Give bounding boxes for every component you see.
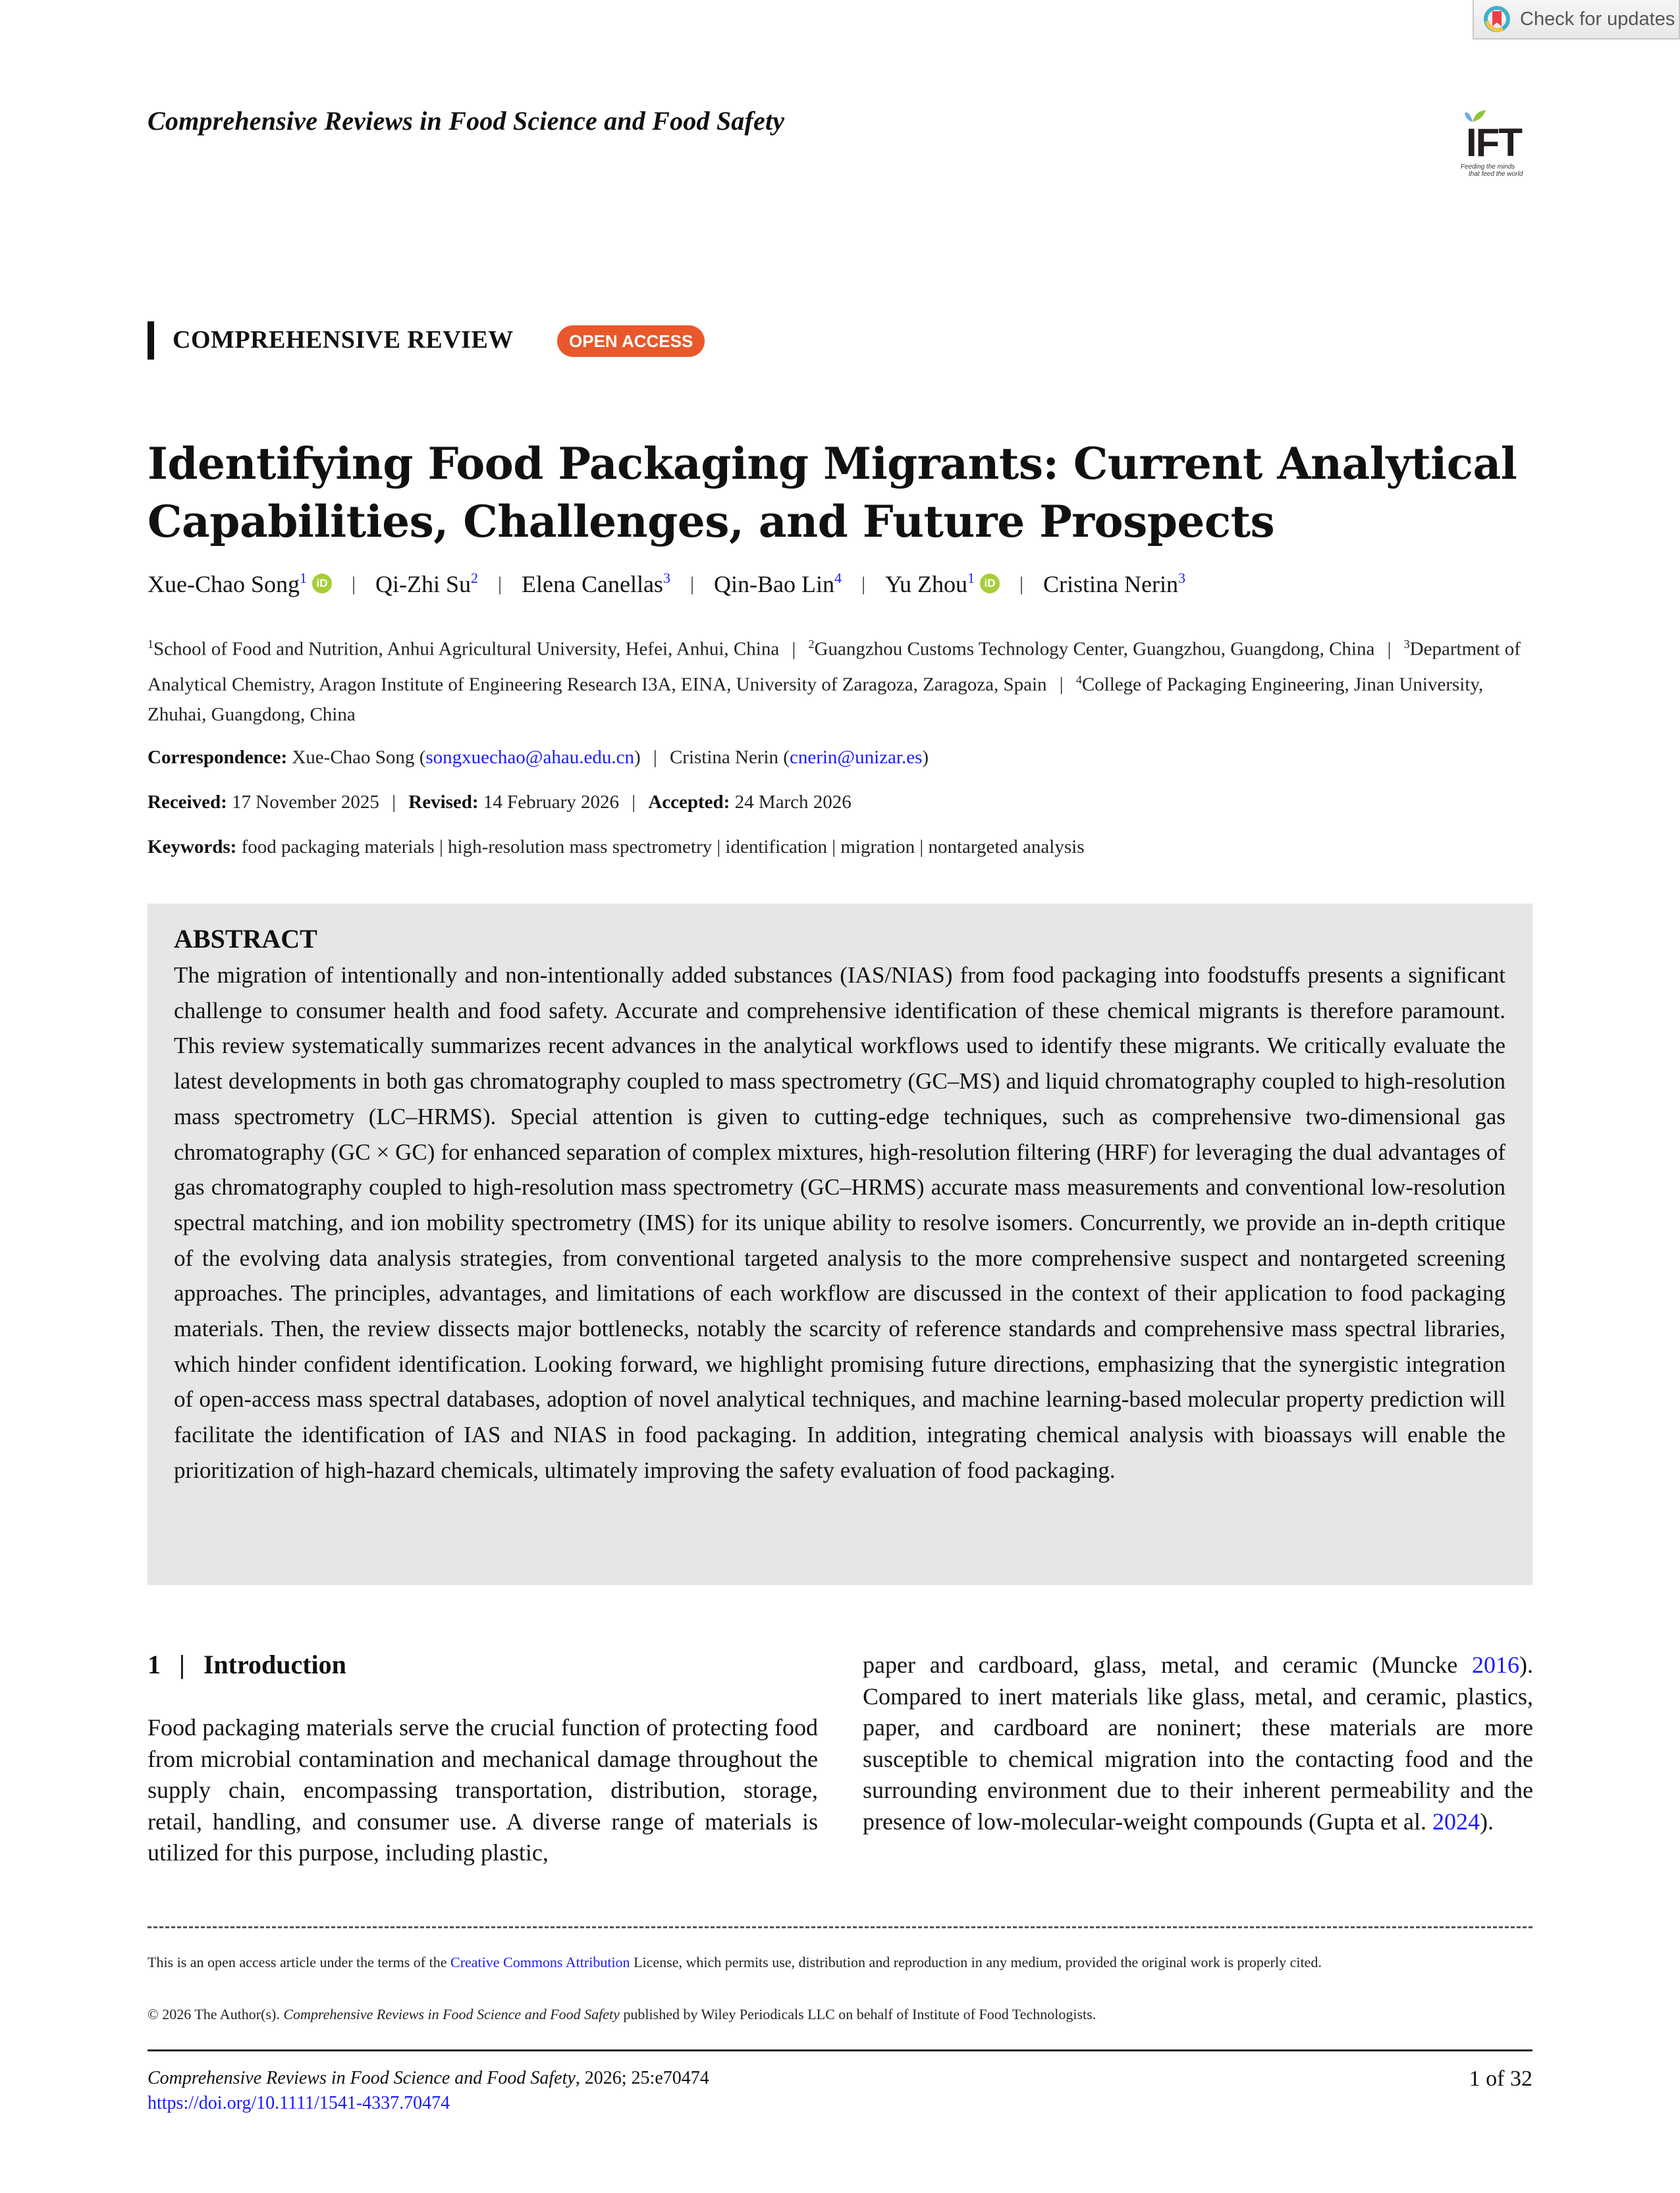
affiliation: Department of Analytical Chemistry, Aragon Institute of Engineering Research I3A, EINA, University of Zaragoza, Zaragoza, Spain [148, 638, 1521, 695]
copyright-notice: © 2026 The Author(s). Comprehensive Reviews in Food Science and Food Safety published by Wiley Periodicals LLC on behalf of Institute of Food Technologists. [148, 2006, 1097, 2022]
article-type-bar [148, 321, 154, 360]
correspondence: Correspondence: Xue-Chao Song (songxuechao@ahau.edu.cn) | Cristina Nerin (cnerin@unizar.es) [148, 747, 929, 768]
body-column-right: paper and cardboard, glass, metal, and ceramic (Muncke 2016). Compared to inert materials like glass, metal, and ceramic, plastics, paper, and cardboard are noninert; these materials are more susceptible to chemical migration into the contacting food and the surrounding environment due to their inherent permeability and the presence of low-molecular-weight compounds (Gupta et al. 2024). [863, 1652, 1533, 1835]
check-for-updates-label: Check for updates [1520, 8, 1675, 30]
keywords: Keywords: food packaging materials | high-resolution mass spectrometry | identification | migration | nontargeted analysis [148, 836, 1085, 857]
affiliation-ref[interactable]: 2 [471, 570, 479, 586]
affiliation-ref[interactable]: 1 [967, 570, 975, 586]
accepted-date: 24 March 2026 [734, 792, 852, 813]
email-link[interactable]: cnerin@unizar.es [789, 747, 923, 768]
crossmark-bookmark-icon [1483, 5, 1511, 33]
affiliation-ref[interactable]: 3 [1178, 570, 1185, 586]
section-heading: 1 | Introduction [148, 1650, 346, 1679]
affiliation-ref[interactable]: 1 [299, 570, 307, 586]
author[interactable]: Cristina Nerin$^3$ [1043, 570, 1185, 597]
keyword: food packaging materials [241, 836, 435, 857]
citation-link[interactable]: 2024 [1432, 1808, 1480, 1835]
ift-tagline-line2: that feed the world [1469, 171, 1523, 178]
journal-header-title: Comprehensive Reviews in Food Science and Food Safety [148, 106, 785, 136]
author-list [148, 570, 1185, 598]
article-title-line1: Identifying Food Packaging Migrants: Current Analytical [148, 438, 1517, 489]
body-column-left: Food packaging materials serve the crucial function of protecting food from microbial contamination and mechanical damage throughout the supply chain, encompassing transportation, distribution, storage, retail, handling, and consumer use. A diverse range of materials is utilized for this purpose, including plastic, [148, 1714, 818, 1866]
footer-rule [148, 2049, 1532, 2051]
affiliation: Guangzhou Customs Technology Center, Guangzhou, Guangdong, China [814, 638, 1375, 660]
affiliations: $^1$School of Food and Nutrition, Anhui Agricultural University, Hefei, Anhui, China | $^2$Guangzhou Customs Technology Center, Guangzhou, Guangdong, China | $^3$Department of Analytical Chemistry, Aragon Institute of Engineering Research I3A, EINA, University of Zaragoza, Zaragoza, Spain | $^4$College of Packaging Engineering, Jinan University, Zhuhai, Guangdong, China [148, 637, 1521, 726]
page-number: 1 of 32 [1469, 2067, 1532, 2091]
author[interactable]: Xue-Chao Song$^1$ iD [148, 570, 332, 598]
author-separator: | [498, 572, 502, 595]
author[interactable]: Elena Canellas$^3$ [522, 570, 670, 597]
author-separator: | [861, 572, 865, 595]
correspondence-person: Xue-Chao Song [292, 747, 415, 768]
footer-citation: Comprehensive Reviews in Food Science and Food Safety, 2026; 25:e70474 [148, 2068, 709, 2088]
article-dates: Received: 17 November 2025 | Revised: 14 February 2026 | Accepted: 24 March 2026 [148, 792, 852, 813]
email-link[interactable]: songxuechao@ahau.edu.cn [425, 747, 634, 768]
section-number: 1 [148, 1650, 161, 1679]
ift-tagline-line1: Feeding the minds [1461, 163, 1515, 171]
keywords-label: Keywords: [148, 836, 237, 857]
check-for-updates-button[interactable] [1473, 0, 1680, 40]
affiliation: College of Packaging Engineering, Jinan University, Zhuhai, Guangdong, China [148, 674, 1484, 726]
author[interactable]: Yu Zhou$^1$ iD [885, 570, 1000, 598]
received-date: 17 November 2025 [232, 792, 379, 813]
author-separator: | [690, 572, 694, 595]
author-separator: | [351, 572, 356, 595]
author-separator: | [1019, 572, 1023, 595]
author[interactable]: Qin-Bao Lin$^4$ [713, 570, 842, 597]
keyword: migration [840, 836, 915, 857]
abstract-box [148, 904, 1532, 1585]
revised-label: Revised: [408, 792, 479, 813]
author[interactable]: Qi-Zhi Su$^2$ [375, 570, 479, 597]
section-title: Introduction [203, 1650, 346, 1679]
license-notice: This is an open access article under the terms of the Creative Commons Attribution License, which permits use, distribution and reproduction in any medium, provided the original work is properly cited. [148, 1954, 1322, 1970]
citation-link[interactable]: 2016 [1472, 1652, 1519, 1678]
affiliation: School of Food and Nutrition, Anhui Agricultural University, Hefei, Anhui, China [153, 638, 780, 660]
article-title [148, 435, 1544, 551]
accepted-label: Accepted: [648, 792, 730, 813]
correspondence-label: Correspondence: [148, 747, 288, 768]
article-title-line2: Capabilities, Challenges, and Future Prospects [148, 496, 1275, 547]
ift-tagline [1461, 163, 1533, 178]
orcid-icon[interactable]: iD [312, 574, 332, 593]
abstract-heading: ABSTRACT [174, 924, 317, 954]
doi-link[interactable]: https://doi.org/10.1111/1541-4337.70474 [148, 2093, 450, 2113]
affiliation-ref[interactable]: 3 [663, 570, 670, 586]
orcid-icon[interactable]: iD [980, 574, 1000, 593]
abstract-text: The migration of intentionally and non-intentionally added substances (IAS/NIAS) from food packaging into foodstuffs presents a significant challenge to consumer health and food safety. Accurate and comprehensive identification of these chemical migrants is therefore paramount. This review systematically summarizes recent advances in the analytical workflows used to identify these migrants. We critically evaluate the latest developments in both gas chromatography coupled to mass spectrometry (GC–MS) and liquid chromatography coupled to high-resolution mass spectrometry (LC–HRMS). Special attention is given to cutting-edge techniques, such as comprehensive two-dimensional gas chromatography (GC × GC) for enhanced separation of complex mixtures, high-resolution filtering (HRF) for leveraging the dual advantages of gas chromatography coupled to high-resolution mass spectrometry (GC–HRMS) accurate mass measurements and conventional low-resolution spectral matching, and ion mobility spectrometry (IMS) for its unique ability to resolve isomers. Concurrently, we provide an in-depth critique of the evolving data analysis strategies, from conventional targeted analysis to the more comprehensive suspect and nontargeted screening approaches. The principles, advantages, and limitations of each workflow are discussed in the context of their application to food packaging materials. Then, the review dissects major bottlenecks, notably the scarcity of reference standards and comprehensive mass spectral libraries, which hinder confident identification. Looking forward, we highlight promising future directions, emphasizing that the synergistic integration of open-access mass spectral databases, adoption of novel analytical techniques, and machine learning-based molecular property prediction will facilitate the identification of IAS and NIAS in food packaging. In addition, integrating chemical analysis with bioassays will enable the prioritization of high-hazard chemicals, ultimately improving the safety evaluation of food packaging. [174, 962, 1505, 1483]
affiliation-ref[interactable]: 4 [834, 570, 842, 586]
article-type-label: COMPREHENSIVE REVIEW [173, 326, 514, 354]
keyword: nontargeted analysis [928, 836, 1085, 857]
ift-logo [1461, 115, 1533, 184]
footnote-divider [148, 1926, 1532, 1928]
received-label: Received: [148, 792, 227, 813]
keyword: identification [725, 836, 828, 857]
correspondence-person: Cristina Nerin [669, 747, 779, 768]
creative-commons-link[interactable]: Creative Commons Attribution [450, 1954, 630, 1970]
revised-date: 14 February 2026 [483, 792, 620, 813]
open-access-badge: OPEN ACCESS [557, 325, 705, 357]
keyword: high-resolution mass spectrometry [448, 836, 713, 857]
ift-logo-letters: IFT [1466, 121, 1521, 165]
